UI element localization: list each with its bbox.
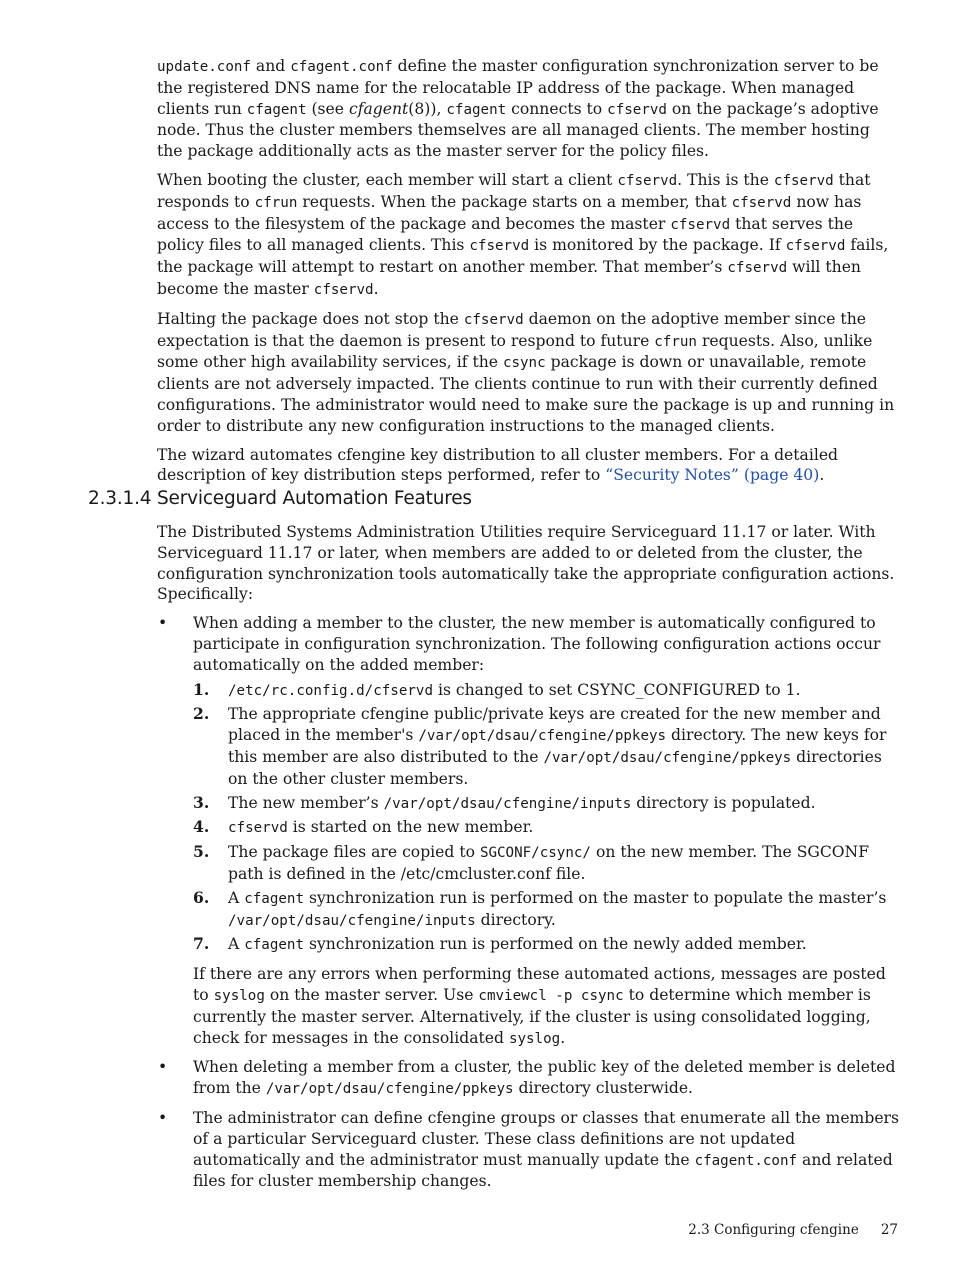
inline-code: cfservd [607, 101, 667, 118]
inline-code: /etc/rc.config.d/cfservd [228, 682, 433, 699]
inline-code: cfservd [785, 238, 846, 255]
step-number: 7. [193, 934, 210, 954]
inline-code: /var/opt/dsau/cfengine/ppkeys [418, 728, 667, 745]
step-number: 5. [193, 842, 210, 862]
paragraph-errors: If there are any errors when performing these automated actions, messages are posted to syslog on the master server. Use cmviewcl -p csync to determine which member is currently the master server. Alternatively, if the cluster is using consolidated logging, check for messages in the consolidated syslog. [193, 965, 886, 1047]
step-number: 2. [193, 704, 210, 724]
inline-code: cfservd [617, 172, 678, 189]
paragraph-booting-cluster: When booting the cluster, each member will start a client cfservd. This is the cfservd that responds to cfrun requests. When the package starts on a member, that cfservd now has access to the filesystem of the package and becomes the master cfservd that serves the policy files to all managed clients. This cfservd is monitored by the package. If cfservd fails, the package will attempt to restart on another member. That member’s cfservd will then become the master cfservd. [157, 170, 889, 298]
inline-code: csync [502, 355, 546, 372]
step-number: 1. [193, 679, 210, 699]
inline-code: /var/opt/dsau/cfengine/inputs [228, 912, 476, 929]
step-item [193, 888, 899, 932]
step-item [193, 680, 899, 702]
footer-section-title: 2.3 Configuring cfengine [688, 1222, 859, 1238]
emphasis: cfagent [348, 99, 409, 118]
inline-code: cfservd [228, 820, 288, 837]
bullet-deleting-member [157, 1057, 899, 1100]
step-text: The appropriate cfengine public/private keys are created for the new member and placed in the member's /var/opt/dsau/cfengine/ppkeys directory. The new keys for this member are also distributed to the /var/opt/dsau/cfengine/ppkeys directories on the other cluster members. [228, 705, 887, 788]
inline-code: cfservd [773, 172, 834, 189]
paragraph-halting-package: Halting the package does not stop the cfservd daemon on the adoptive member since the expectation is that the daemon is present to respond to future cfrun requests. Also, unlike some other high availability services, if the csync package is down or unavailable, remote clients are not adversely impacted. The clients continue to run with their currently defined configurations. The administrator would need to make sure the package is up and running in order to distribute any new configuration instructions to the managed clients. [157, 309, 895, 435]
step-item [193, 704, 899, 789]
configuration-steps-list [193, 680, 899, 957]
step-item [193, 817, 899, 839]
inline-code: update.conf [157, 59, 251, 75]
step-text: A cfagent synchronization run is performed on the master to populate the master’s /var/opt/dsau/cfengine/inputs directory. [228, 888, 887, 929]
cross-reference-link[interactable]: “Security Notes” (page 40) [605, 466, 820, 485]
bullet-cfengine-groups [157, 1108, 899, 1192]
inline-code: cfrun [654, 333, 697, 350]
inline-code: cfagent [246, 101, 307, 118]
section-heading: 2.3.1.4 Serviceguard Automation Features [88, 488, 472, 509]
page-number: 27 [880, 1222, 898, 1238]
step-text: The new member’s /var/opt/dsau/cfengine/inputs directory is populated. [228, 793, 816, 812]
intro-block [157, 56, 899, 494]
inline-code: cfagent [446, 101, 507, 118]
inline-code: syslog [213, 987, 265, 1004]
inline-code: cfservd [463, 311, 524, 328]
step-item [193, 934, 899, 956]
inline-code: cfagent [244, 890, 305, 907]
bullet-adding-member [157, 613, 899, 1049]
inline-code: SGCONF/csync/ [479, 845, 591, 862]
paragraph-master-server: update.conf and cfagent.conf define the master configuration synchronization server to be the registered DNS name for the relocatable IP address of the package. When managed clients run cfagent (see cfagent(8)), cfagent connects to cfservd on the package’s adoptive node. Thus the cluster members themselves are all managed clients. The member hosting the package additionally acts as the master server for the policy files. [157, 57, 879, 161]
step-text: The package files are copied to SGCONF/csync/ on the new member. The SGCONF path is defined in the /etc/cmcluster.conf file. [228, 843, 870, 883]
step-number: 6. [193, 887, 210, 907]
inline-code: cfagent.conf [694, 1152, 798, 1169]
step-number: 3. [193, 792, 210, 812]
step-text: A cfagent synchronization run is performed on the newly added member. [228, 935, 807, 954]
inline-code: /var/opt/dsau/cfengine/inputs [383, 795, 632, 812]
inline-code: /var/opt/dsau/cfengine/ppkeys [265, 1081, 514, 1098]
paragraph-key-distribution: The wizard automates cfengine key distribution to all cluster members. For a detailed description of key distribution steps performed, refer to “Security Notes” (page 40). [157, 445, 839, 485]
inline-code: cmviewcl -p csync [478, 987, 624, 1004]
inline-code: /var/opt/dsau/cfengine/ppkeys [543, 749, 792, 766]
inline-code: cfagent.conf [290, 59, 393, 75]
page-footer [688, 1222, 898, 1238]
step-text: /etc/rc.config.d/cfservd is changed to set CSYNC_CONFIGURED to 1. [228, 680, 801, 699]
section-body [157, 522, 899, 1200]
bullet-groups-text: • The administrator can define cfengine groups or classes that enumerate all the members of a particular Serviceguard cluster. These class definitions are not updated automatically and the administrator must manually update the cfagent.conf and related files for cluster membership changes. [193, 1108, 900, 1191]
inline-code: cfservd [731, 194, 792, 211]
inline-code: cfservd [727, 260, 788, 277]
step-text: cfservd is started on the new member. [228, 818, 534, 837]
bullet-list [157, 613, 899, 1192]
paragraph-serviceguard-requirements: The Distributed Systems Administration Utilities require Serviceguard 11.17 or later. With Serviceguard 11.17 or later, when members are added to or deleted from the cluster, the configuration synchronization tools automatically take the appropriate configuration actions. Specifically: [157, 523, 895, 604]
inline-code: cfservd [313, 281, 374, 298]
bullet-adding-text: • When adding a member to the cluster, the new member is automatically configured to participate in configuration synchronization. The following configuration actions occur automatically on the added member: [193, 614, 881, 674]
inline-code: cfservd [469, 238, 530, 255]
inline-code: cfrun [254, 194, 298, 211]
step-item [193, 793, 899, 815]
bullet-deleting-text: • When deleting a member from a cluster, the public key of the deleted member is deleted from the /var/opt/dsau/cfengine/ppkeys directory clusterwide. [193, 1058, 896, 1098]
step-item [193, 842, 899, 885]
inline-code: cfservd [670, 216, 731, 233]
inline-code: syslog [508, 1030, 561, 1047]
inline-code: cfagent [244, 937, 305, 954]
step-number: 4. [193, 817, 210, 837]
